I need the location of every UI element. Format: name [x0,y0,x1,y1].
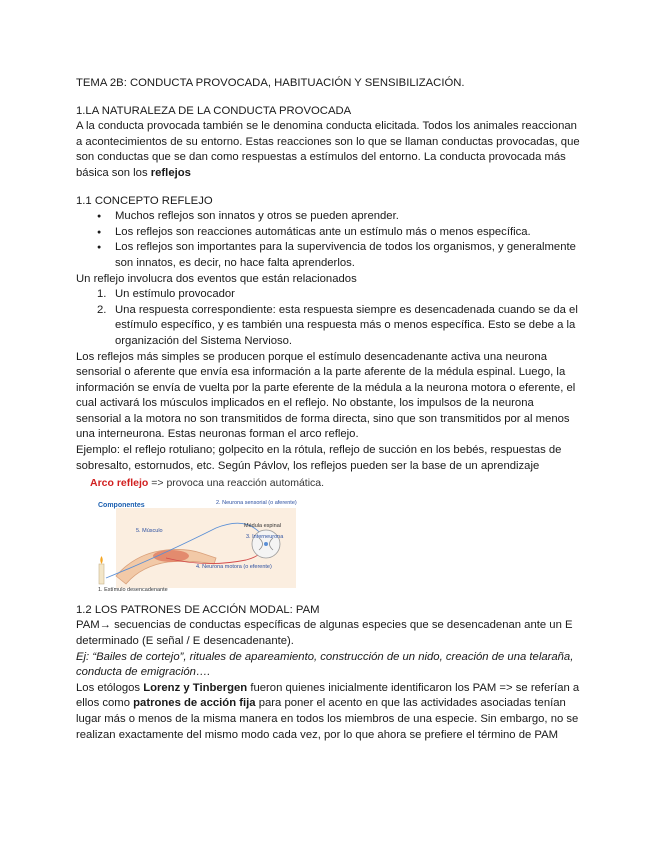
figure-componentes-label: Componentes [98,501,145,509]
arco-reflejo-caption: Arco reflejo => provoca una reacción automática. [90,477,325,490]
bold-reflejos: reflejos [150,166,191,179]
figure-label-musculo: 5. Músculo [136,527,163,534]
reflex-intro: Un reflejo involucra dos eventos que están relacionados [76,272,357,285]
reflex-arc-figure [96,498,306,594]
flame-icon [100,556,103,564]
reflex-arc-paragraph: Los reflejos más simples se producen porque el estímulo desencadenante activa una neurona sensorial o aferente que envía esa información a la parte aferente de la médula espinal. Luego, la información se envía de vuelta por la parte eferente de la médula a la neurona motora o eferente, el cual activará los músculos implicados en el reflejo. No obstante, los impulsos de la neurona sensorial a la motora no son transmitidos de forma directa, sino que son transmitidos por al menos una interneurona. Estas neuronas forman el arco reflejo. [76,350,576,441]
document-title: TEMA 2B: CONDUCTA PROVOCADA, HABITUACIÓN Y SENSIBILIZACIÓN. [76,77,465,89]
figure-label-medula: Médula espinal [244,522,281,529]
document-body [76,76,580,743]
reflex-bullet-list [76,209,580,271]
list-item: ● Los reflejos son importantes para la supervivencia de todos los organismos, y generalmente son innatos, es decir, no hace falta aprenderlos. [115,240,580,271]
figure-label-estimulo: 1. Estímulo desencadenante [98,586,168,593]
list-item: 1. Un estímulo provocador [97,288,235,301]
section1-paragraph: A la conducta provocada también se le denomina conducta elicitada. Todos los animales reaccionan a acontecimientos de su entorno. Estas reacciones son lo que se llaman conductas provocadas, que son conductas que se dan como respuestas a estímulos del entorno. La conducta provocada más básica son los reflejos [76,120,580,179]
section1-heading: 1.LA NATURALEZA DE LA CONDUCTA PROVOCADA [76,104,352,117]
reflex-numbered-list [76,287,580,349]
pam-ethologists-paragraph: Los etólogos Lorenz y Tinbergen fueron quienes inicialmente identificaron los PAM => se referían a ellos como patrones de acción fija para poner el acento en que las actividades asociadas tenían lugar más o menos de la misma manera en todos los miembros de una especie. Sin embargo, no se realizan exactamente del mismo modo cada vez, por lo que ahora se prefiere el término de PAM [76,681,580,741]
candle-icon [99,564,104,584]
interneuron-dot [264,542,268,546]
figure-label-interneurona: 3. Interneurona [246,533,284,540]
list-item: ● Los reflejos son reacciones automáticas ante un estímulo más o menos específica. [115,225,580,241]
section11-heading: 1.1 CONCEPTO REFLEJO [76,194,213,207]
figure-label-motora: 4. Neurona motora (o eferente) [196,563,272,570]
list-item: ● Muchos reflejos son innatos y otros se pueden aprender. [115,209,580,225]
pam-examples: Ej: “Bailes de cortejo”, rituales de apareamiento, construcción de un nido, creación de una telaraña, conducta de emigración…. [76,650,574,679]
list-item: 2. Una respuesta correspondiente: esta respuesta siempre es desencadenada cuando se da el estímulo específico, y es también una respuesta más o menos específica. Esto se debe a la organización del Sistema Nervioso. [97,303,578,347]
section12-heading: 1.2 LOS PATRONES DE ACCIÓN MODAL: PAM [76,603,320,616]
pam-definition: PAM→ secuencias de conductas específicas de algunas especies que se desencadenan ante un E determinado (E señal / E desencadenante). [76,619,573,648]
reflex-example: Ejemplo: el reflejo rotuliano; golpecito en la rótula, reflejo de succión en los bebés, respuestas de sobresalto, estornudos, etc. Según Pávlov, los reflejos pueden ser la base de un aprendizaje [76,444,562,472]
figure-label-sensory: 2. Neurona sensorial (o aferente) [216,499,297,506]
